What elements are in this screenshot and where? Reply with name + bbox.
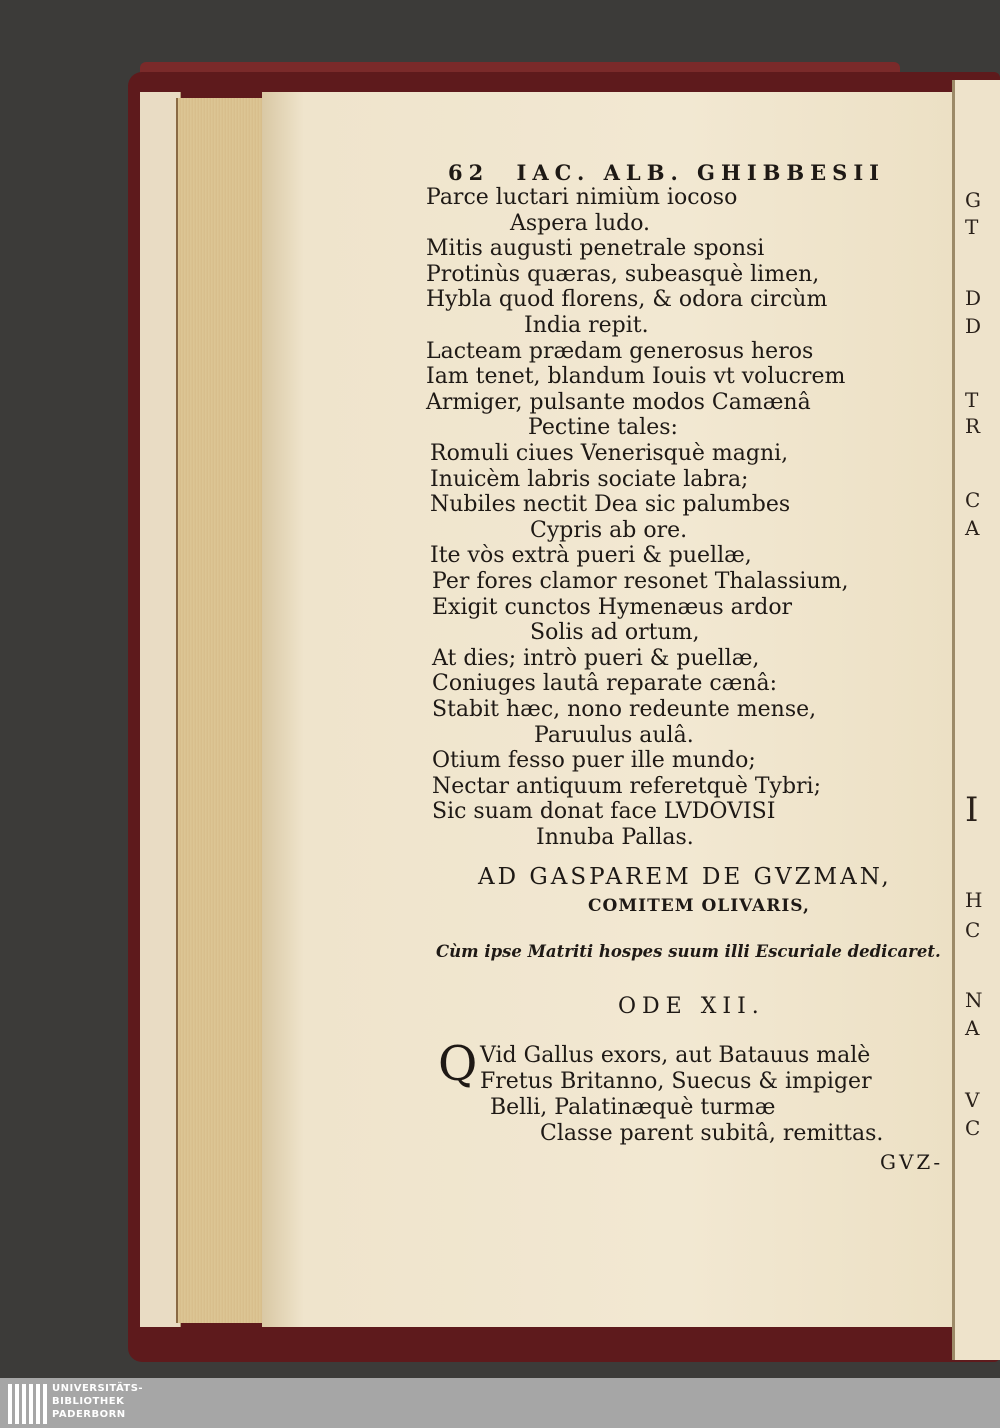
logo-line: BIBLIOTHEK [52,1396,125,1407]
logo-line: UNIVERSITÄTS- [52,1383,144,1394]
verse-line: Parce luctari nimiùm iocoso [426,185,738,210]
facing-letter: G [965,188,981,212]
verse-line: Aspera ludo. [510,210,651,236]
verse-line: Armiger, pulsante modos Camænâ [426,389,811,415]
verse-line: Pectine tales: [528,415,678,441]
verse-line: Innuba Pallas. [536,825,694,850]
verse-line: Exigit cunctos Hymenæus ardor [432,594,793,620]
verse-line: Sic suam donat face LVDOVISI [432,799,776,825]
verse-line: At dies; intrò pueri & puellæ, [432,645,760,671]
facing-letter: A [965,516,980,540]
ode-line: Fretus Britanno, Suecus & impiger [480,1069,872,1094]
facing-letter: V [965,1088,980,1112]
facing-letter: D [965,286,982,310]
verse-line: Otium fesso puer ille mundo; [432,748,756,774]
verse-line: Cypris ab ore. [530,517,688,543]
verse-line: Stabit hæc, nono redeunte mense, [432,697,817,722]
poem-title: AD GASPAREM DE GVZMAN, [478,864,892,890]
catchword: GVZ- [880,1150,944,1174]
endpaper [140,92,181,1327]
verse-line: India repit. [524,313,649,338]
logo-line: PADERBORN [52,1409,126,1420]
facing-letter: C [965,488,981,512]
ode-line: Vid Gallus exors, aut Batauus malè [480,1043,871,1068]
drop-cap: Q [438,1036,478,1092]
poem-dedication: Cùm ipse Matriti hospes suum illi Escuriale dedicaret. [436,942,941,961]
ode-label: ODE XII. [618,994,765,1019]
verse-line: Nectar antiquum referetquè Tybri; [432,773,821,799]
facing-letter: C [965,1116,981,1140]
verse-line: Mitis augusti penetrale sponsi [426,236,765,262]
facing-letter: R [965,414,981,438]
facing-letter: N [965,988,983,1012]
verse-line: Protinùs quæras, subeasquè limen, [426,261,820,287]
running-head [448,160,885,185]
facing-letter: C [965,918,981,942]
facing-letter: D [965,314,982,338]
verse-line: Solis ad ortum, [530,620,700,646]
verse-line: Coniuges lautâ reparate cænâ: [432,671,778,697]
page-edges [176,98,268,1323]
facing-page-fragment [952,80,1000,1360]
running-head-title: IAC. ALB. GHIBBESII [516,160,885,185]
verse-line: Iam tenet, blandum Iouis vt volucrem [426,364,846,390]
facing-letter: T [965,215,979,239]
facing-letter: T [965,388,979,412]
poem-subtitle: COMITEM OLIVARIS, [588,896,810,916]
verse-line: Romuli ciues Venerisquè magni, [430,441,789,466]
verse-line: Paruulus aulâ. [534,722,694,748]
facing-letter: H [965,888,983,912]
verse-line: Inuicèm labris sociate labra; [430,466,749,492]
verse-line: Hybla quod florens, & odora circùm [426,287,828,313]
page-number: 62 [448,160,490,185]
facing-letter: I [965,790,979,830]
ode-line: Classe parent subitâ, remittas. [540,1121,884,1146]
verse-line: Per fores clamor resonet Thalassium, [432,569,849,594]
facing-letter: A [965,1016,980,1040]
library-footer [0,1378,1000,1428]
verse-line: Nubiles nectit Dea sic palumbes [430,492,791,518]
library-logo-text [52,1382,143,1421]
library-logo-icon [8,1384,48,1424]
verse-line: Ite vòs extrà pueri & puellæ, [430,543,752,569]
ode-line: Belli, Palatinæquè turmæ [490,1095,776,1120]
verse-line: Lacteam prædam generosus heros [426,338,814,364]
